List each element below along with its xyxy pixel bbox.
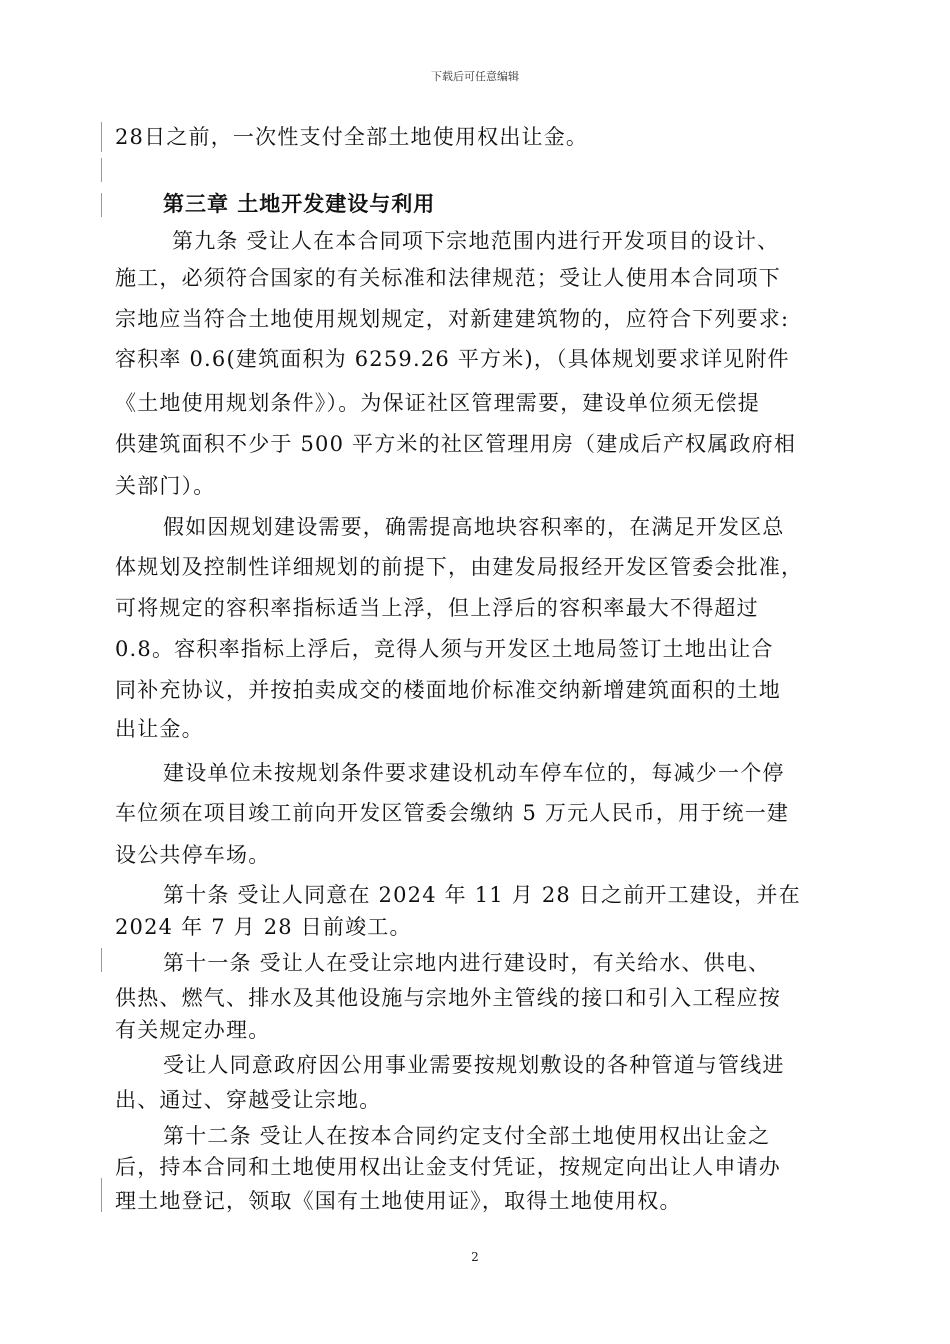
- revision-margin-mark: [101, 158, 102, 182]
- text-line: 假如因规划建设需要，确需提高地块容积率的，在满足开发区总: [163, 515, 785, 539]
- page-number: 2: [471, 1250, 479, 1264]
- text-line: 可将规定的容积率指标适当上浮，但上浮后的容积率最大不得超过: [115, 596, 759, 620]
- text-line: 受让人同意政府因公用事业需要按规划敷设的各种管道与管线进: [163, 1053, 785, 1077]
- text-line: 容积率 0.6(建筑面积为 6259.26 平方米)，（具体规划要求详见附件: [115, 347, 790, 371]
- text-line: 设公共停车场。: [115, 843, 271, 867]
- text-line: 建设单位未按规划条件要求建设机动车停车位的，每减少一个停: [163, 761, 785, 785]
- text-line: 2024 年 7 月 28 日前竣工。: [115, 915, 412, 939]
- chapter-heading: 第三章 土地开发建设与利用: [163, 192, 436, 216]
- text-line: 宗地应当符合土地使用规划规定，对新建建筑物的，应符合下列要求:: [115, 307, 790, 331]
- revision-margin-mark: [101, 193, 102, 217]
- text-line: 出、通过、穿越受让宗地。: [115, 1088, 382, 1112]
- text-line: 第十一条 受让人在受让宗地内进行建设时，有关给水、供电、: [163, 951, 771, 975]
- revision-margin-mark: [101, 1178, 102, 1212]
- text-line: 同补充协议，并按拍卖成交的楼面地价标准交纳新增建筑面积的土地: [115, 678, 781, 702]
- revision-margin-mark: [101, 948, 102, 972]
- text-line: 供建筑面积不少于 500 平方米的社区管理用房（建成后产权属政府相: [115, 432, 797, 456]
- revision-margin-mark: [101, 122, 102, 152]
- text-line: 关部门）。: [115, 474, 216, 498]
- text-line: 第十二条 受让人在按本合同约定支付全部土地使用权出让金之: [163, 1124, 771, 1148]
- text-line: 施工，必须符合国家的有关标准和法律规范；受让人使用本合同项下: [115, 266, 781, 290]
- text-line: 有关规定办理。: [115, 1018, 271, 1042]
- text-line: 28日之前，一次性支付全部土地使用权出让金。: [115, 125, 589, 149]
- text-line: 供热、燃气、排水及其他设施与宗地外主管线的接口和引入工程应按: [115, 986, 781, 1010]
- text-line: 出让金。: [115, 717, 204, 741]
- text-line: 车位须在项目竣工前向开发区管委会缴纳 5 万元人民币，用于统一建: [115, 801, 790, 825]
- text-line: 体规划及控制性详细规划的前提下，由建发局报经开发区管委会批准，: [115, 555, 804, 579]
- text-line: 理土地登记，领取《国有土地使用证》，取得土地使用权。: [115, 1189, 682, 1213]
- text-line: 后，持本合同和土地使用权出让金支付凭证，按规定向出让人申请办: [115, 1155, 781, 1179]
- header-note: 下载后可任意编辑: [431, 70, 519, 83]
- text-line: 第九条 受让人在本合同项下宗地范围内进行开发项目的设计、: [172, 229, 780, 253]
- text-line: 第十条 受让人同意在 2024 年 11 月 28 日之前开工建设，并在: [163, 883, 801, 907]
- text-line: 《土地使用规划条件》）。为保证社区管理需要，建设单位须无偿提: [115, 391, 760, 415]
- text-line: 0.8。容积率指标上浮后，竞得人须与开发区土地局签订土地出让合: [115, 637, 774, 661]
